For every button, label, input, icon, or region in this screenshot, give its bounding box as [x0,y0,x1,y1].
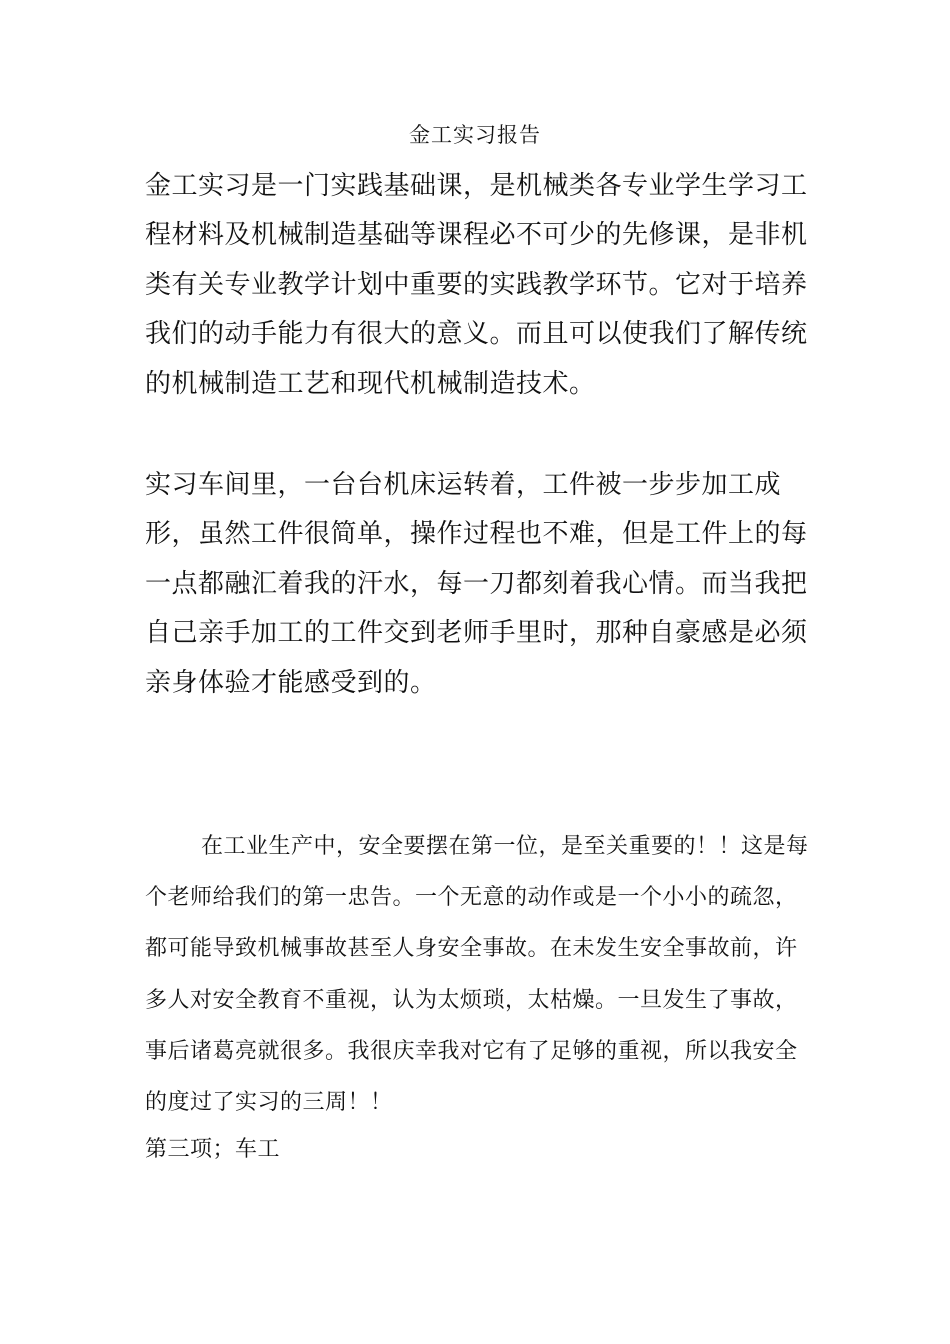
section-heading: 第三项；车工 [145,1137,281,1162]
document-title: 金工实习报告 [409,123,541,147]
paragraph-workshop: 实习车间里，一台台机床运转着，工件被一步步加工成形，虽然工件很简单，操作过程也不难，但是工件上的每一点都融汇着我的汗水，每一刀都刻着我心情。而当我把自己亲手加工的工件交到老师手里时，那种自豪感是必须亲身体验才能感受到的。 [145,470,808,698]
paragraph-safety: 在工业生产中，安全要摆在第一位，是至关重要的！！这是每个老师给我们的第一忠告。一个无意的动作或是一个小小的疏忽，都可能导致机械事故甚至人身安全事故。在未发生安全事故前，许多人对安全教育不重视，认为太烦琐，太枯燥。一旦发生了事故，事后诸葛亮就很多。我很庆幸我对它有了足够的重视，所以我安全的度过了实习的三周！！ [145,834,809,1116]
paragraph-intro: 金工实习是一门实践基础课，是机械类各专业学生学习工程材料及机械制造基础等课程必不可少的先修课，是非机类有关专业教学计划中重要的实践教学环节。它对于培养我们的动手能力有很大的意义。而且可以使我们了解传统的机械制造工艺和现代机械制造技术。 [145,171,808,399]
